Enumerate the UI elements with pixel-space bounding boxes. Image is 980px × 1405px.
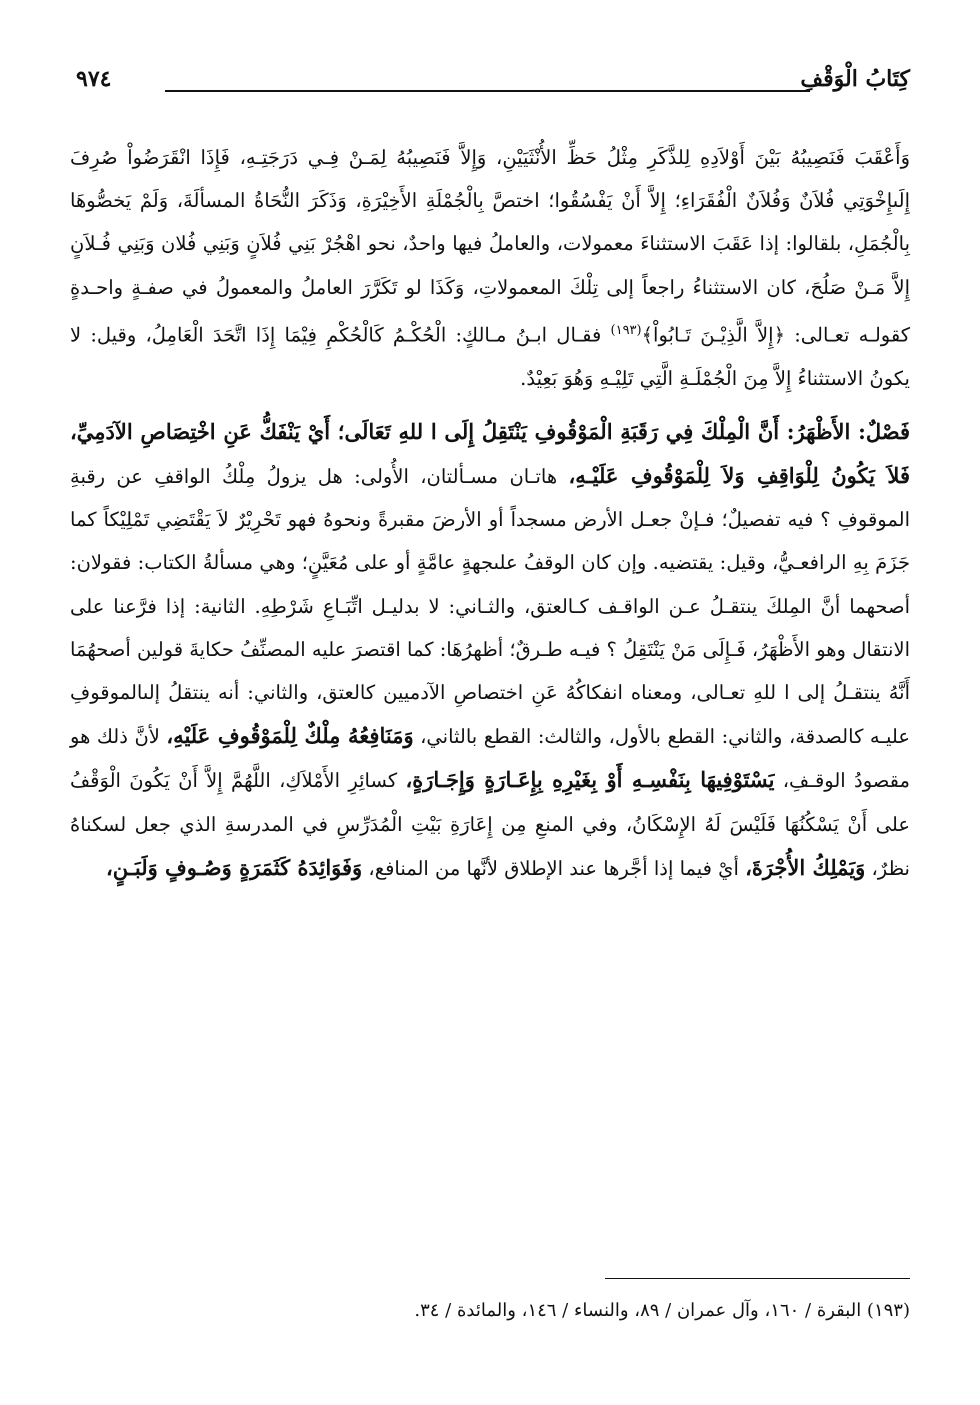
- page-number: ٩٧٤: [76, 66, 112, 92]
- paragraph-1: [70, 136, 910, 400]
- footnote: (١٩٣) البقرة / ١٦٠، وآل عمران / ٨٩، والنساء / ١٤٦، والمائدة / ٣٤.: [414, 1300, 910, 1321]
- running-header: [70, 60, 910, 100]
- main-text: [70, 136, 910, 890]
- text-segment: وَأَعْقَبَ فَنَصِيبُهُ بَيْنَ أَوْلاَدِهِ لِلذَّكَرِ مِثْلُ حَظِّ الأُنْثَيَيْنِ، وَإِلاَّ فَنَصِيبُهُ لِمَـنْ فِـي دَرَجَتِـهِ، فَإِذَا انْقَرَضُواْ صُرِفَ إِلَىإِخْوَتِي فُلاَنٌ وَفُلاَنٌ الْفُقَرَاءِ؛ إِلاَّ أَنْ يَفْسُقُوا؛ اختصَّ بِالْجُمْلَةِ الأَخِيْرَةِ، وَذَكَرَ النُّحَاةُ المسألَةَ، وَلَمْ يَخصُّوهَا بِالْجُمَلِ، بلقالوا: إذا عَقَبَ الاستثناءَ معمولات، والعاملُ فيها واحدٌ، نحو اهْجُرْ بَنِي فُلاَنٍ وَبَنِي فُلان وَبَنِي فُـلاَنٍ إِلاَّ مَـنْ صَلُحَ، كان الاستثناءُ راجعاً إلى تِلْكَ المعمولاتِ، وَكَذَا لو تَكَرَّرَ العاملُ والمعمولُ في صفـةٍ واحـدةٍ كقولـه تعـالى: ﴿إِلاَّ الَّذِيْـنَ تَـابُواْ﴾: [70, 146, 910, 347]
- page: [70, 60, 910, 890]
- matn-text: يَسْتَوْفِيهَا بِنَفْسِـهِ أَوْ بِغَيْرِهِ بِإِعَـارَةٍ وَإِجَـارَةٍ،: [405, 767, 775, 793]
- sharh-text: أيْ فيما إذا أجَّرها عند الإطلاق لأنَّها من المنافع،: [362, 856, 746, 880]
- header-rule: [165, 90, 810, 92]
- paragraph-2: [70, 410, 910, 890]
- sharh-text: لأنَّ ذلك هو مقصودُ الوقـفِ،: [70, 725, 910, 793]
- footnote-marker[interactable]: (١٩٣): [610, 322, 642, 338]
- book-title: كِتَابُ الْوَقْفِ: [800, 66, 910, 92]
- matn-text: وَفَوَائِدَهُ كَثَمَرَةٍ وَصُـوفٍ وَلَبَـنٍ،: [105, 854, 363, 880]
- footnote-rule: [605, 1278, 910, 1279]
- matn-text: فَصْلٌ: الأَظْهَرُ: أَنَّ الْمِلْكَ فِي رَقَبَةِ الْمَوْقُوفِ يَنْتَقِلُ إِلَى ا للهِ تَعَالَى؛ أَيْ يَنْفَكُّ عَنِ اخْتِصَاصِ الآدَمِيِّ، فَلاَ يَكُونُ لِلْوَاقِفِ وَلاَ لِلْمَوْقُوفِ عَلَيْـهِ،: [70, 418, 910, 488]
- sharh-text: هاتـان مسـألتان، الأُولى: هل يزولُ مِلْكُ الواقفِ عن رقبةِ الموقوفِ ؟ فيه تفصيلٌ؛ فـإنْ جعـل الأرض مسجداً أو الأرضَ مقبرةً ونحوهُ فهو تَحْرِيْرٌ لاَ يَقْتَضِي تَمْلِيْكاً كما جَزَمَ بِهِ الرافعـيُّ، وقيل: يقتضيه. وإن كان الوقفُ علىجهةٍ عامَّةٍ أو على مُعَيَّنٍ؛ وهي مسألةُ الكتاب: فقولان: أصحهما أنَّ المِلكَ ينتقـلُ عـن الواقـف كـالعتق، والثـاني: لا بدليـل اتِّبَـاعِ شَرْطِهِ. الثانية: إذا فرَّعنا على الانتقال وهو الأَظْهَرُ، فَـإِلَى مَنْ يَنْتَقِلُ ؟ فيـه طـرقٌ؛ أظهرُهَا: كما اقتصرَ عليه المصنِّفُ حكايةَ قولين أصحهُمَا أَنَّهُ ينتقـلُ إلى ا للهِ تعـالى، ومعناه انفكاكُهُ عَنِ اختصاصِ الآدميين كالعتق، والثاني: أنه ينتقلُ إلىالموقوفِ عليـه كالصدقة، والثاني: القطع بالأول، والثالث: القطع بالثاني،: [70, 464, 911, 749]
- matn-text: وَيَمْلِكُ الأُجْرَةَ،: [745, 854, 866, 880]
- text-segment: فقـال ابـنُ مـالكٍ: الْحُكْـمُ كَالْحُكْمِ فِيْمَا إِذَا اتَّحَدَ الْعَامِلُ، وقيل: لا يكونُ الاستثناءُ إِلاَّ مِنَ الْجُمْلَـةِ الَّتِي تَلِيْـهِ وَهُوَ بَعِيْدٌ.: [70, 323, 910, 390]
- sharh-text: كسائِرِ الأَمْلاَكِ، اللَّهُمَّ إِلاَّ أَنْ يَكُونَ الْوَقْفُ على أَنْ يَسْكُنُهَا فَلَيْسَ لَهُ الإِسْكَانُ، وفي المنعِ مِن إِعَارَةِ بَيْتِ الْمُدَرِّسِ في المدرسةِ الذي جعل لسكناهُ نظرٌ،: [70, 769, 910, 880]
- matn-text: وَمَنَافِعُهُ مِلْكٌ لِلْمَوْقُوفِ عَلَيْهِ،: [166, 723, 414, 749]
